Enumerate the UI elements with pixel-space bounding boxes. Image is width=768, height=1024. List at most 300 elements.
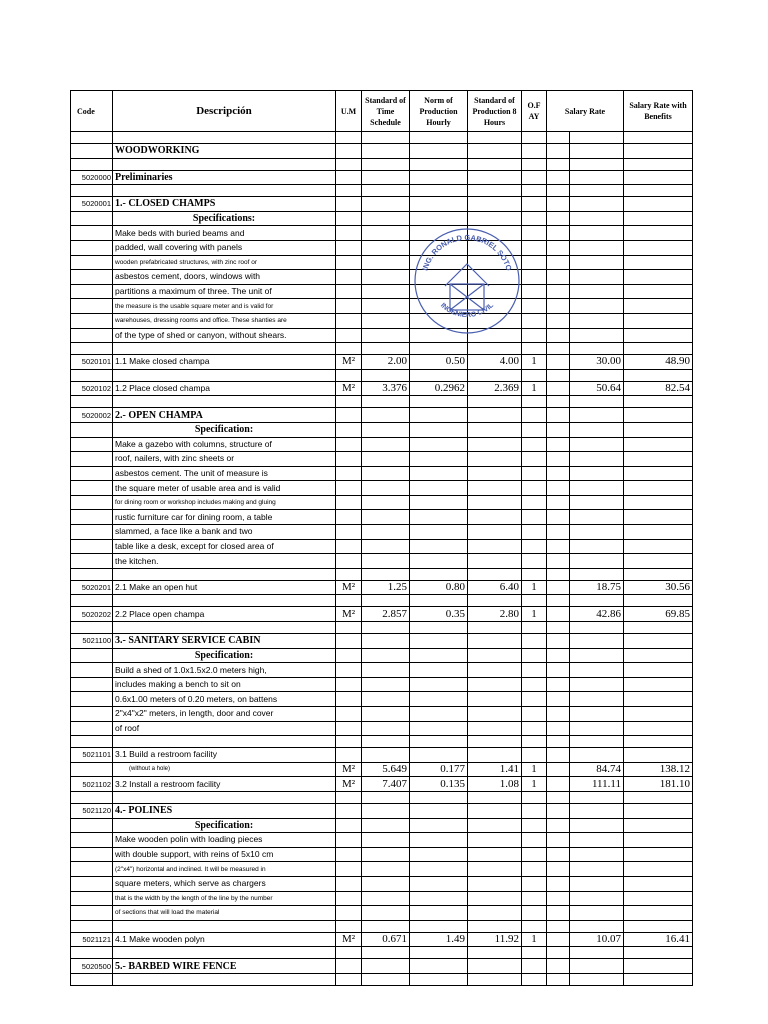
- salary-rate-cell: [570, 876, 624, 891]
- blank-cell: [547, 495, 570, 510]
- unit-cell: [336, 803, 362, 818]
- time-schedule-cell: [362, 568, 410, 580]
- blank-cell: [547, 906, 570, 921]
- blank-cell: [547, 170, 570, 185]
- salary-rate-cell: [570, 158, 624, 170]
- norm-production-cell: [410, 369, 468, 381]
- standard-production-cell: [468, 396, 522, 408]
- unit-cell: [336, 170, 362, 185]
- time-schedule-cell: [362, 818, 410, 833]
- time-schedule-cell: [362, 525, 410, 540]
- spacer-row: [71, 158, 693, 170]
- salary-benefit-cell: [624, 255, 693, 270]
- time-schedule-cell: [362, 226, 410, 241]
- time-schedule-cell: [362, 973, 410, 985]
- norm-production-cell: [410, 197, 468, 212]
- code-cell: [71, 481, 113, 496]
- time-schedule-cell: [362, 510, 410, 525]
- norm-production-cell: [410, 481, 468, 496]
- salary-rate-cell: [570, 833, 624, 848]
- norm-production-cell: [410, 539, 468, 554]
- table-row: [71, 818, 693, 833]
- blank-cell: [547, 959, 570, 974]
- code-cell: [71, 284, 113, 299]
- description-cell: for dining room or workshop includes making and gluing: [113, 495, 336, 510]
- of-ay-cell: [522, 803, 547, 818]
- standard-production-cell: 11.92: [468, 932, 522, 947]
- of-ay-cell: [522, 568, 547, 580]
- code-cell: [71, 185, 113, 197]
- item-row: [71, 762, 693, 777]
- time-schedule-cell: 5.649: [362, 762, 410, 777]
- salary-benefit-cell: 82.54: [624, 381, 693, 396]
- salary-rate-cell: [570, 343, 624, 355]
- time-schedule-cell: [362, 554, 410, 569]
- of-ay-cell: [522, 721, 547, 736]
- salary-benefit-cell: [624, 226, 693, 241]
- standard-production-cell: [468, 422, 522, 437]
- salary-benefit-cell: 138.12: [624, 762, 693, 777]
- unit-cell: [336, 736, 362, 748]
- unit-cell: [336, 481, 362, 496]
- description-cell: [113, 973, 336, 985]
- time-schedule-cell: [362, 748, 410, 763]
- table-row: [71, 634, 693, 649]
- salary-benefit-cell: [624, 369, 693, 381]
- salary-benefit-cell: [624, 158, 693, 170]
- spacer-row: [71, 947, 693, 959]
- code-cell: 5020202: [71, 607, 113, 622]
- table-row: [71, 481, 693, 496]
- header-norm-production: Norm of Production Hourly: [410, 91, 468, 132]
- description-cell: Make a gazebo with columns, structure of: [113, 437, 336, 452]
- salary-benefit-cell: [624, 299, 693, 314]
- of-ay-cell: [522, 466, 547, 481]
- unit-cell: [336, 818, 362, 833]
- description-cell: 4.- POLINES: [113, 803, 336, 818]
- standard-production-cell: [468, 158, 522, 170]
- spacer-row: [71, 791, 693, 803]
- salary-benefit-cell: [624, 876, 693, 891]
- description-cell: 1.- CLOSED CHAMPS: [113, 197, 336, 212]
- standard-production-cell: [468, 876, 522, 891]
- salary-rate-cell: 50.64: [570, 381, 624, 396]
- salary-benefit-cell: [624, 833, 693, 848]
- salary-benefit-cell: [624, 211, 693, 226]
- unit-cell: M²: [336, 777, 362, 792]
- of-ay-cell: [522, 554, 547, 569]
- salary-rate-cell: [570, 144, 624, 159]
- salary-rate-cell: [570, 803, 624, 818]
- salary-benefit-cell: [624, 197, 693, 212]
- norm-production-cell: 0.2962: [410, 381, 468, 396]
- salary-benefit-cell: [624, 736, 693, 748]
- salary-rate-cell: 84.74: [570, 762, 624, 777]
- time-schedule-cell: 2.857: [362, 607, 410, 622]
- blank-cell: [547, 973, 570, 985]
- unit-cell: [336, 876, 362, 891]
- norm-production-cell: [410, 211, 468, 226]
- blank-cell: [547, 437, 570, 452]
- salary-benefit-cell: [624, 920, 693, 932]
- standard-production-cell: [468, 437, 522, 452]
- code-cell: 5020500: [71, 959, 113, 974]
- unit-cell: [336, 437, 362, 452]
- of-ay-cell: [522, 170, 547, 185]
- description-cell: rustic furniture car for dining room, a table: [113, 510, 336, 525]
- blank-cell: [547, 525, 570, 540]
- salary-benefit-cell: [624, 554, 693, 569]
- code-cell: [71, 466, 113, 481]
- standard-production-cell: [468, 973, 522, 985]
- of-ay-cell: [522, 891, 547, 906]
- standard-production-cell: [468, 481, 522, 496]
- svg-text:ING. RONALD GABRIEL SOTO: [420, 233, 513, 272]
- code-cell: [71, 568, 113, 580]
- blank-cell: [547, 876, 570, 891]
- standard-production-cell: [468, 818, 522, 833]
- standard-production-cell: [468, 622, 522, 634]
- salary-rate-cell: [570, 818, 624, 833]
- table-row: [71, 510, 693, 525]
- description-cell: padded, wall covering with panels: [113, 240, 336, 255]
- salary-rate-cell: [570, 185, 624, 197]
- of-ay-cell: [522, 185, 547, 197]
- blank-cell: [547, 369, 570, 381]
- header-salary-rate: Salary Rate: [547, 91, 624, 132]
- norm-production-cell: [410, 748, 468, 763]
- table-row: [71, 862, 693, 877]
- salary-benefit-cell: [624, 343, 693, 355]
- salary-benefit-cell: [624, 170, 693, 185]
- time-schedule-cell: [362, 170, 410, 185]
- time-schedule-cell: [362, 622, 410, 634]
- norm-production-cell: [410, 495, 468, 510]
- description-cell: 2.1 Make an open hut: [113, 580, 336, 595]
- time-schedule-cell: [362, 144, 410, 159]
- code-cell: [71, 525, 113, 540]
- norm-production-cell: [410, 144, 468, 159]
- salary-rate-cell: [570, 959, 624, 974]
- of-ay-cell: [522, 862, 547, 877]
- norm-production-cell: [410, 452, 468, 467]
- norm-production-cell: [410, 595, 468, 607]
- blank-cell: [547, 132, 570, 144]
- blank-cell: [547, 762, 570, 777]
- norm-production-cell: [410, 648, 468, 663]
- norm-production-cell: [410, 466, 468, 481]
- of-ay-cell: [522, 818, 547, 833]
- description-cell: 4.1 Make wooden polyn: [113, 932, 336, 947]
- blank-cell: [547, 947, 570, 959]
- standard-production-cell: [468, 833, 522, 848]
- unit-cell: [336, 847, 362, 862]
- time-schedule-cell: [362, 677, 410, 692]
- code-cell: [71, 906, 113, 921]
- of-ay-cell: 1: [522, 580, 547, 595]
- salary-benefit-cell: [624, 677, 693, 692]
- unit-cell: M²: [336, 932, 362, 947]
- norm-production-cell: [410, 736, 468, 748]
- code-cell: [71, 721, 113, 736]
- description-cell: partitions a maximum of three. The unit of: [113, 284, 336, 299]
- header-code: Code: [71, 91, 113, 132]
- description-cell: warehouses, dressing rooms and office. These shanties are: [113, 313, 336, 328]
- code-cell: [71, 437, 113, 452]
- unit-cell: [336, 396, 362, 408]
- header-standard-production: Standard of Production 8 Hours: [468, 91, 522, 132]
- standard-production-cell: [468, 510, 522, 525]
- time-schedule-cell: [362, 862, 410, 877]
- table-row: [71, 525, 693, 540]
- time-schedule-cell: [362, 452, 410, 467]
- blank-cell: [547, 211, 570, 226]
- blank-cell: [547, 707, 570, 722]
- description-cell: (2"x4") horizontal and inclined. It will be measured in: [113, 862, 336, 877]
- of-ay-cell: [522, 452, 547, 467]
- code-cell: [71, 313, 113, 328]
- unit-cell: [336, 595, 362, 607]
- code-cell: [71, 396, 113, 408]
- salary-rate-cell: [570, 132, 624, 144]
- description-cell: Specification:: [113, 818, 336, 833]
- table-row: [71, 648, 693, 663]
- of-ay-cell: [522, 920, 547, 932]
- of-ay-cell: [522, 947, 547, 959]
- time-schedule-cell: [362, 876, 410, 891]
- description-cell: 0.6x1.00 meters of 0.20 meters, on battens: [113, 692, 336, 707]
- table-row: [71, 891, 693, 906]
- salary-benefit-cell: [624, 663, 693, 678]
- of-ay-cell: [522, 343, 547, 355]
- table-row: [71, 240, 693, 255]
- time-schedule-cell: [362, 313, 410, 328]
- blank-cell: [547, 197, 570, 212]
- of-ay-cell: [522, 437, 547, 452]
- table-row: [71, 452, 693, 467]
- code-cell: [71, 510, 113, 525]
- description-cell: 1.1 Make closed champa: [113, 355, 336, 370]
- standard-production-cell: [468, 634, 522, 649]
- norm-production-cell: [410, 437, 468, 452]
- table-row: [71, 466, 693, 481]
- table-row: [71, 906, 693, 921]
- of-ay-cell: 1: [522, 607, 547, 622]
- standard-production-cell: [468, 847, 522, 862]
- norm-production-cell: 1.49: [410, 932, 468, 947]
- description-cell: 3.1 Build a restroom facility: [113, 748, 336, 763]
- description-cell: the kitchen.: [113, 554, 336, 569]
- standard-production-cell: 1.41: [468, 762, 522, 777]
- salary-benefit-cell: [624, 648, 693, 663]
- blank-cell: [547, 568, 570, 580]
- standard-production-cell: [468, 554, 522, 569]
- unit-cell: [336, 634, 362, 649]
- time-schedule-cell: [362, 343, 410, 355]
- standard-production-cell: [468, 803, 522, 818]
- standard-production-cell: [468, 197, 522, 212]
- salary-rate-cell: [570, 707, 624, 722]
- unit-cell: [336, 663, 362, 678]
- blank-cell: [547, 777, 570, 792]
- table-row: [71, 539, 693, 554]
- norm-production-cell: [410, 185, 468, 197]
- unit-cell: [336, 299, 362, 314]
- code-cell: [71, 270, 113, 285]
- salary-rate-cell: [570, 495, 624, 510]
- code-cell: [71, 707, 113, 722]
- norm-production-cell: [410, 803, 468, 818]
- salary-benefit-cell: [624, 947, 693, 959]
- norm-production-cell: [410, 408, 468, 423]
- code-cell: 5021101: [71, 748, 113, 763]
- unit-cell: [336, 197, 362, 212]
- code-cell: [71, 422, 113, 437]
- table-row: [71, 876, 693, 891]
- standard-production-cell: [468, 692, 522, 707]
- norm-production-cell: [410, 947, 468, 959]
- code-cell: [71, 132, 113, 144]
- description-cell: of roof: [113, 721, 336, 736]
- blank-cell: [547, 313, 570, 328]
- time-schedule-cell: [362, 495, 410, 510]
- norm-production-cell: 0.50: [410, 355, 468, 370]
- description-cell: 2.2 Place open champa: [113, 607, 336, 622]
- time-schedule-cell: 0.671: [362, 932, 410, 947]
- blank-cell: [547, 736, 570, 748]
- salary-benefit-cell: [624, 240, 693, 255]
- salary-benefit-cell: [624, 634, 693, 649]
- unit-cell: [336, 452, 362, 467]
- description-cell: [113, 185, 336, 197]
- unit-cell: [336, 132, 362, 144]
- unit-cell: [336, 891, 362, 906]
- of-ay-cell: [522, 525, 547, 540]
- standard-production-cell: 1.08: [468, 777, 522, 792]
- salary-benefit-cell: [624, 707, 693, 722]
- of-ay-cell: [522, 595, 547, 607]
- salary-rate-cell: [570, 595, 624, 607]
- table-row: [71, 707, 693, 722]
- description-cell: Make beds with buried beams and: [113, 226, 336, 241]
- unit-cell: [336, 539, 362, 554]
- description-cell: [113, 791, 336, 803]
- description-cell: asbestos cement. The unit of measure is: [113, 466, 336, 481]
- time-schedule-cell: [362, 197, 410, 212]
- salary-rate-cell: [570, 313, 624, 328]
- salary-rate-cell: [570, 692, 624, 707]
- salary-benefit-cell: [624, 721, 693, 736]
- header-time-schedule: Standard of Time Schedule: [362, 91, 410, 132]
- salary-rate-cell: [570, 554, 624, 569]
- code-cell: [71, 663, 113, 678]
- spacer-row: [71, 920, 693, 932]
- unit-cell: M²: [336, 355, 362, 370]
- salary-rate-cell: [570, 539, 624, 554]
- salary-rate-cell: [570, 634, 624, 649]
- time-schedule-cell: [362, 959, 410, 974]
- of-ay-cell: [522, 748, 547, 763]
- description-cell: 3.2 Install a restroom facility: [113, 777, 336, 792]
- unit-cell: [336, 211, 362, 226]
- blank-cell: [547, 595, 570, 607]
- of-ay-cell: [522, 539, 547, 554]
- time-schedule-cell: [362, 906, 410, 921]
- standard-production-cell: [468, 408, 522, 423]
- salary-rate-cell: [570, 270, 624, 285]
- unit-cell: [336, 947, 362, 959]
- salary-rate-cell: [570, 510, 624, 525]
- blank-cell: [547, 452, 570, 467]
- norm-production-cell: [410, 396, 468, 408]
- engineer-seal-stamp: [412, 226, 522, 336]
- table-row: [71, 692, 693, 707]
- table-row: [71, 495, 693, 510]
- description-cell: 2"x4"x2" meters, in length, door and cover: [113, 707, 336, 722]
- description-cell: Build a shed of 1.0x1.5x2.0 meters high,: [113, 663, 336, 678]
- table-row: [71, 170, 693, 185]
- time-schedule-cell: [362, 721, 410, 736]
- blank-cell: [547, 833, 570, 848]
- norm-production-cell: 0.35: [410, 607, 468, 622]
- house-icon: [445, 264, 489, 310]
- time-schedule-cell: [362, 481, 410, 496]
- time-schedule-cell: [362, 803, 410, 818]
- time-schedule-cell: [362, 284, 410, 299]
- salary-benefit-cell: [624, 495, 693, 510]
- norm-production-cell: [410, 920, 468, 932]
- time-schedule-cell: [362, 437, 410, 452]
- spacer-row: [71, 343, 693, 355]
- table-row: [71, 197, 693, 212]
- code-cell: [71, 648, 113, 663]
- norm-production-cell: [410, 343, 468, 355]
- unit-cell: [336, 554, 362, 569]
- salary-benefit-cell: [624, 270, 693, 285]
- salary-benefit-cell: [624, 692, 693, 707]
- blank-cell: [547, 481, 570, 496]
- of-ay-cell: [522, 226, 547, 241]
- description-cell: Specification:: [113, 422, 336, 437]
- salary-benefit-cell: [624, 862, 693, 877]
- standard-production-cell: 4.00: [468, 355, 522, 370]
- description-cell: (without a hole): [113, 762, 336, 777]
- code-cell: [71, 947, 113, 959]
- unit-cell: [336, 833, 362, 848]
- unit-cell: [336, 959, 362, 974]
- salary-rate-cell: [570, 170, 624, 185]
- table-row: [71, 554, 693, 569]
- salary-rate-cell: [570, 396, 624, 408]
- standard-production-cell: [468, 539, 522, 554]
- unit-cell: [336, 369, 362, 381]
- salary-rate-cell: [570, 369, 624, 381]
- salary-rate-cell: 10.07: [570, 932, 624, 947]
- salary-rate-cell: [570, 891, 624, 906]
- of-ay-cell: [522, 211, 547, 226]
- stamp-bottom-text: INGENIERO CIVIL: [438, 302, 496, 320]
- code-cell: 5020201: [71, 580, 113, 595]
- table-row: [71, 144, 693, 159]
- norm-production-cell: [410, 973, 468, 985]
- time-schedule-cell: [362, 736, 410, 748]
- unit-cell: [336, 185, 362, 197]
- time-schedule-cell: [362, 539, 410, 554]
- unit-cell: M²: [336, 381, 362, 396]
- salary-benefit-cell: [624, 973, 693, 985]
- table-row: [71, 226, 693, 241]
- of-ay-cell: [522, 284, 547, 299]
